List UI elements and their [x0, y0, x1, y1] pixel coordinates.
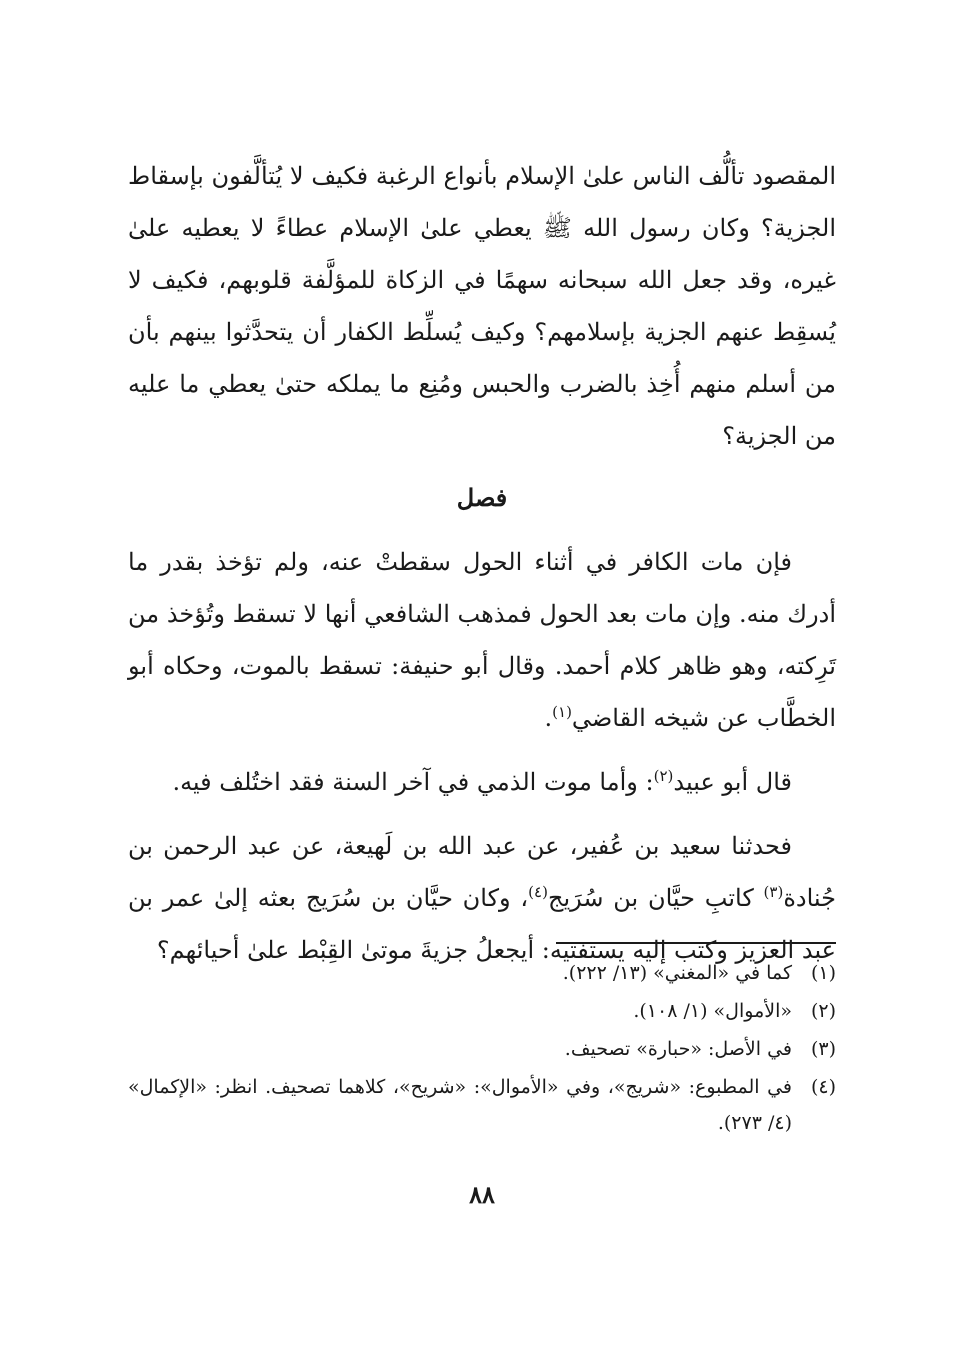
- footnote-number: (٤): [810, 1076, 836, 1098]
- footnotes: [128, 955, 836, 1143]
- footnote-item: [128, 993, 836, 1029]
- section-heading: فصل: [456, 483, 508, 512]
- footnote-ref-2[interactable]: (٢): [653, 767, 674, 785]
- footnote-number: (٢): [810, 1000, 836, 1022]
- footnote-divider: [556, 942, 836, 944]
- page-number: ٨٨: [469, 1180, 495, 1209]
- page-body: [128, 150, 836, 976]
- footnote-ref-3[interactable]: (٣): [763, 883, 784, 901]
- paragraph-2-end: .: [544, 704, 553, 732]
- paragraph-4-text-a: فحدثنا سعيد بن عُفير، عن عبد الله بن لَهيعة، عن عبد الرحمن بن جُنادة: [128, 832, 836, 912]
- paragraph-4-text-b: كاتبِ حيَّان بن سُرَيج: [547, 884, 764, 912]
- paragraph-2-text: فإن مات الكافر في أثناء الحول سقطتْ عنه، ولم تؤخذ بقدر ما أدرك منه. وإن مات بعد الحول فمذهب الشافعي أنها لا تسقط وتُؤخذ من تَرِكته، وهو ظاهر كلام أحمد. وقال أبو حنيفة: تسقط بالموت، وحكاه أبو الخطَّاب عن شيخه القاضي: [128, 548, 836, 732]
- paragraph-3: [128, 756, 836, 808]
- footnote-ref-1[interactable]: (١): [552, 703, 572, 721]
- paragraph-4: [128, 820, 836, 976]
- footnote-number: (١): [810, 962, 836, 984]
- footnote-text: في الأصل: «حبارة» تصحيف.: [564, 1038, 792, 1060]
- paragraph-1: المقصود تألُّف الناس علىٰ الإسلام بأنواع الرغبة فكيف لا يُتألَّفون بإسقاط الجزية؟ وكان رسول الله ﷺ يعطي علىٰ الإسلام عطاءً لا يعطيه علىٰ غيره، وقد جعل الله سبحانه سهمًا في الزكاة للمؤلَّفة قلوبهم، فكيف لا يُسقِط عنهم الجزية بإسلامهم؟ وكيف يُسلِّط الكفار أن يتحدَّثوا بينهم بأن من أسلم منهم أُخِذ بالضرب والحبس ومُنِع ما يملكه حتىٰ يعطي ما عليه من الجزية؟: [128, 162, 836, 450]
- footnote-ref-4[interactable]: (٤): [528, 883, 548, 901]
- footnote-text: «الأموال» (١/ ١٠٨).: [633, 1000, 792, 1022]
- footnote-item: [128, 1031, 836, 1067]
- footnote-text: في المطبوع: «شريج»، وفي «الأموال»: «شريح»، كلاهما تصحيف. انظر: «الإكمال» (٤/ ٢٧٣).: [128, 1076, 792, 1134]
- footnote-number: (٣): [810, 1038, 836, 1060]
- footnote-item: [128, 955, 836, 991]
- paragraph-3-text-b: : وأما موت الذمي في آخر السنة فقد اختُلف فيه.: [172, 768, 654, 796]
- paragraph-3-text-a: قال أبو عبيد: [673, 768, 792, 796]
- paragraph-4-text-c: ، وكان حيَّان بن سُرَيج بعثه إلىٰ عمر بن عبد العزيز وكتب إليه يستفتيه: أيجعلُ جزيةَ موتىٰ القِبْط علىٰ أحيائهم؟: [128, 884, 836, 964]
- footnote-item: [128, 1069, 836, 1141]
- paragraph-2: [128, 536, 836, 744]
- footnote-text: كما في «المغني» (١٣/ ٢٢٢).: [562, 962, 792, 984]
